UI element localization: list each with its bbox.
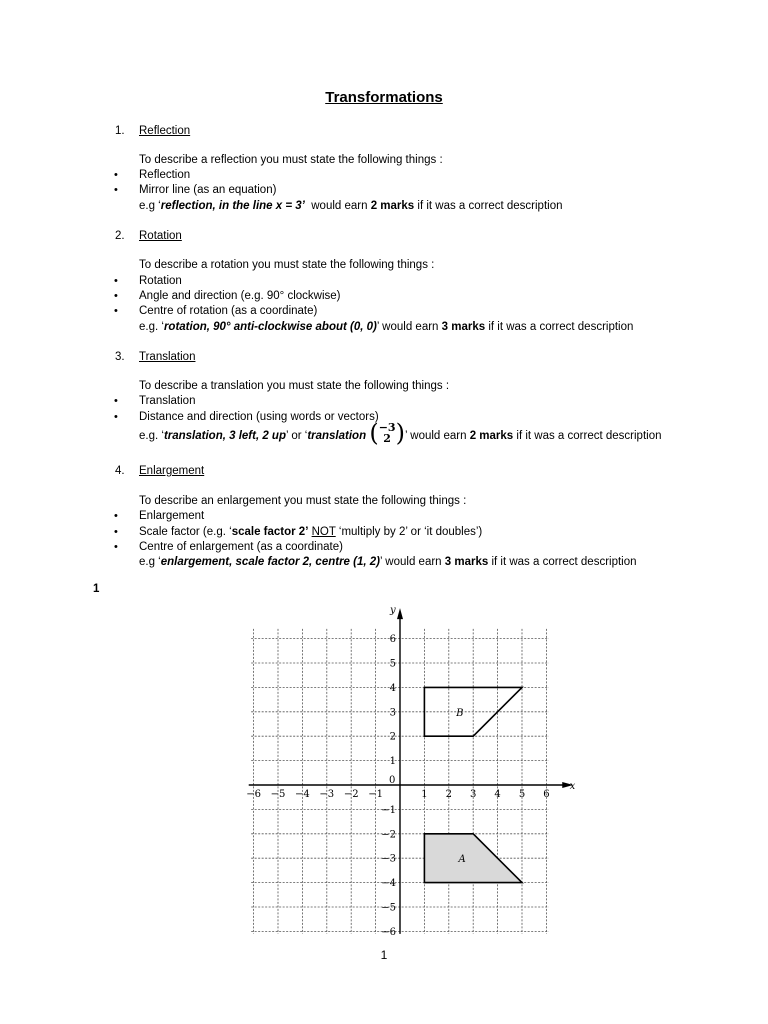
x-axis-label: x [569, 781, 576, 792]
bullet-icon: • [114, 411, 118, 423]
y-tick-label: −4 [381, 878, 396, 890]
bullet-item: Reflection [139, 169, 191, 181]
x-tick-label: 2 [445, 789, 452, 800]
y-axis-label: y [390, 604, 396, 616]
x-tick-label: −1 [368, 789, 383, 800]
bullet-item: Angle and direction (e.g. 90° clockwise) [139, 290, 341, 302]
y-tick-label: −6 [381, 926, 396, 938]
page-title: Transformations [325, 89, 443, 106]
y-tick-label: −3 [381, 853, 396, 865]
x-tick-label: −2 [343, 789, 359, 800]
section-number: 4. [115, 465, 125, 477]
bullet-icon: • [114, 290, 118, 302]
bullet-item: Distance and direction (using words or vectors) [139, 411, 379, 423]
bullet-item: Scale factor (e.g. ‘scale factor 2’ NOT ‘multiply by 2’ or ‘it doubles’) [139, 526, 483, 538]
y-tick-label: 2 [389, 731, 396, 743]
section-intro: To describe a reflection you must state the following things : [139, 154, 443, 166]
section-number: 2. [115, 230, 125, 242]
section-heading: Rotation [139, 230, 182, 242]
x-tick-label: −3 [319, 789, 335, 800]
x-tick-label: −5 [270, 789, 286, 800]
x-tick-label: 1 [421, 789, 428, 800]
bullet-icon: • [114, 541, 118, 553]
section-intro: To describe a rotation you must state the following things : [139, 259, 435, 271]
bullet-item: Rotation [139, 275, 182, 287]
section-intro: To describe an enlargement you must state the following things : [139, 495, 467, 507]
x-tick-label: 3 [470, 789, 477, 800]
y-tick-label: 1 [389, 756, 396, 768]
x-tick-label: −4 [295, 789, 310, 800]
y-tick-label: −1 [381, 804, 396, 816]
bullet-item: Centre of enlargement (as a coordinate) [139, 541, 343, 553]
section-heading: Translation [139, 351, 196, 363]
bullet-icon: • [114, 395, 118, 407]
page-number: 1 [380, 948, 388, 962]
bullet-icon: • [114, 184, 118, 196]
x-tick-label: 5 [518, 789, 526, 800]
y-axis-arrow-icon [397, 608, 403, 619]
example-line: e.g ‘reflection, in the line x = 3’ would earn 2 marks if it was a correct description [139, 200, 563, 212]
y-tick-label: 6 [389, 634, 396, 646]
example-line: e.g. ‘rotation, 90° anti-clockwise about (0, 0)’ would earn 3 marks if it was a correct description [139, 321, 634, 333]
question-number: 1 [93, 583, 100, 595]
x-tick-label: 4 [494, 789, 501, 800]
y-tick-label: 5 [389, 658, 396, 670]
shape-a-label: A [458, 854, 466, 866]
bullet-item: Mirror line (as an equation) [139, 184, 277, 196]
x-tick-label: 6 [543, 789, 550, 800]
section-number: 3. [115, 351, 125, 363]
section-heading: Enlargement [139, 465, 205, 477]
y-tick-label: −5 [381, 902, 396, 914]
bullet-icon: • [114, 169, 118, 181]
y-tick-label: 4 [389, 682, 396, 694]
column-vector: (−3 2 ) [369, 419, 405, 447]
y-tick-label: −2 [381, 829, 396, 841]
bullet-icon: • [114, 275, 118, 287]
shape-b-label: B [456, 707, 464, 719]
example-line: e.g. ‘translation, 3 left, 2 up’ or ‘translation (−3 2 )’ would earn 2 marks if it was a correct description [139, 419, 662, 447]
bullet-icon: • [114, 510, 118, 522]
bullet-icon: • [114, 305, 118, 317]
bullet-icon: • [114, 526, 118, 538]
section-intro: To describe a translation you must state the following things : [139, 380, 450, 392]
bullet-item: Translation [139, 395, 196, 407]
y-tick-label: 3 [389, 707, 396, 719]
x-tick-label: −6 [246, 789, 261, 800]
example-line: e.g ‘enlargement, scale factor 2, centre (1, 2)’ would earn 3 marks if it was a correct description [139, 556, 637, 568]
coordinate-grid [230, 604, 590, 938]
bullet-item: Centre of rotation (as a coordinate) [139, 305, 318, 317]
bullet-item: Enlargement [139, 510, 205, 522]
origin-label: 0 [389, 775, 396, 786]
section-heading: Reflection [139, 125, 191, 137]
section-number: 1. [115, 125, 125, 137]
